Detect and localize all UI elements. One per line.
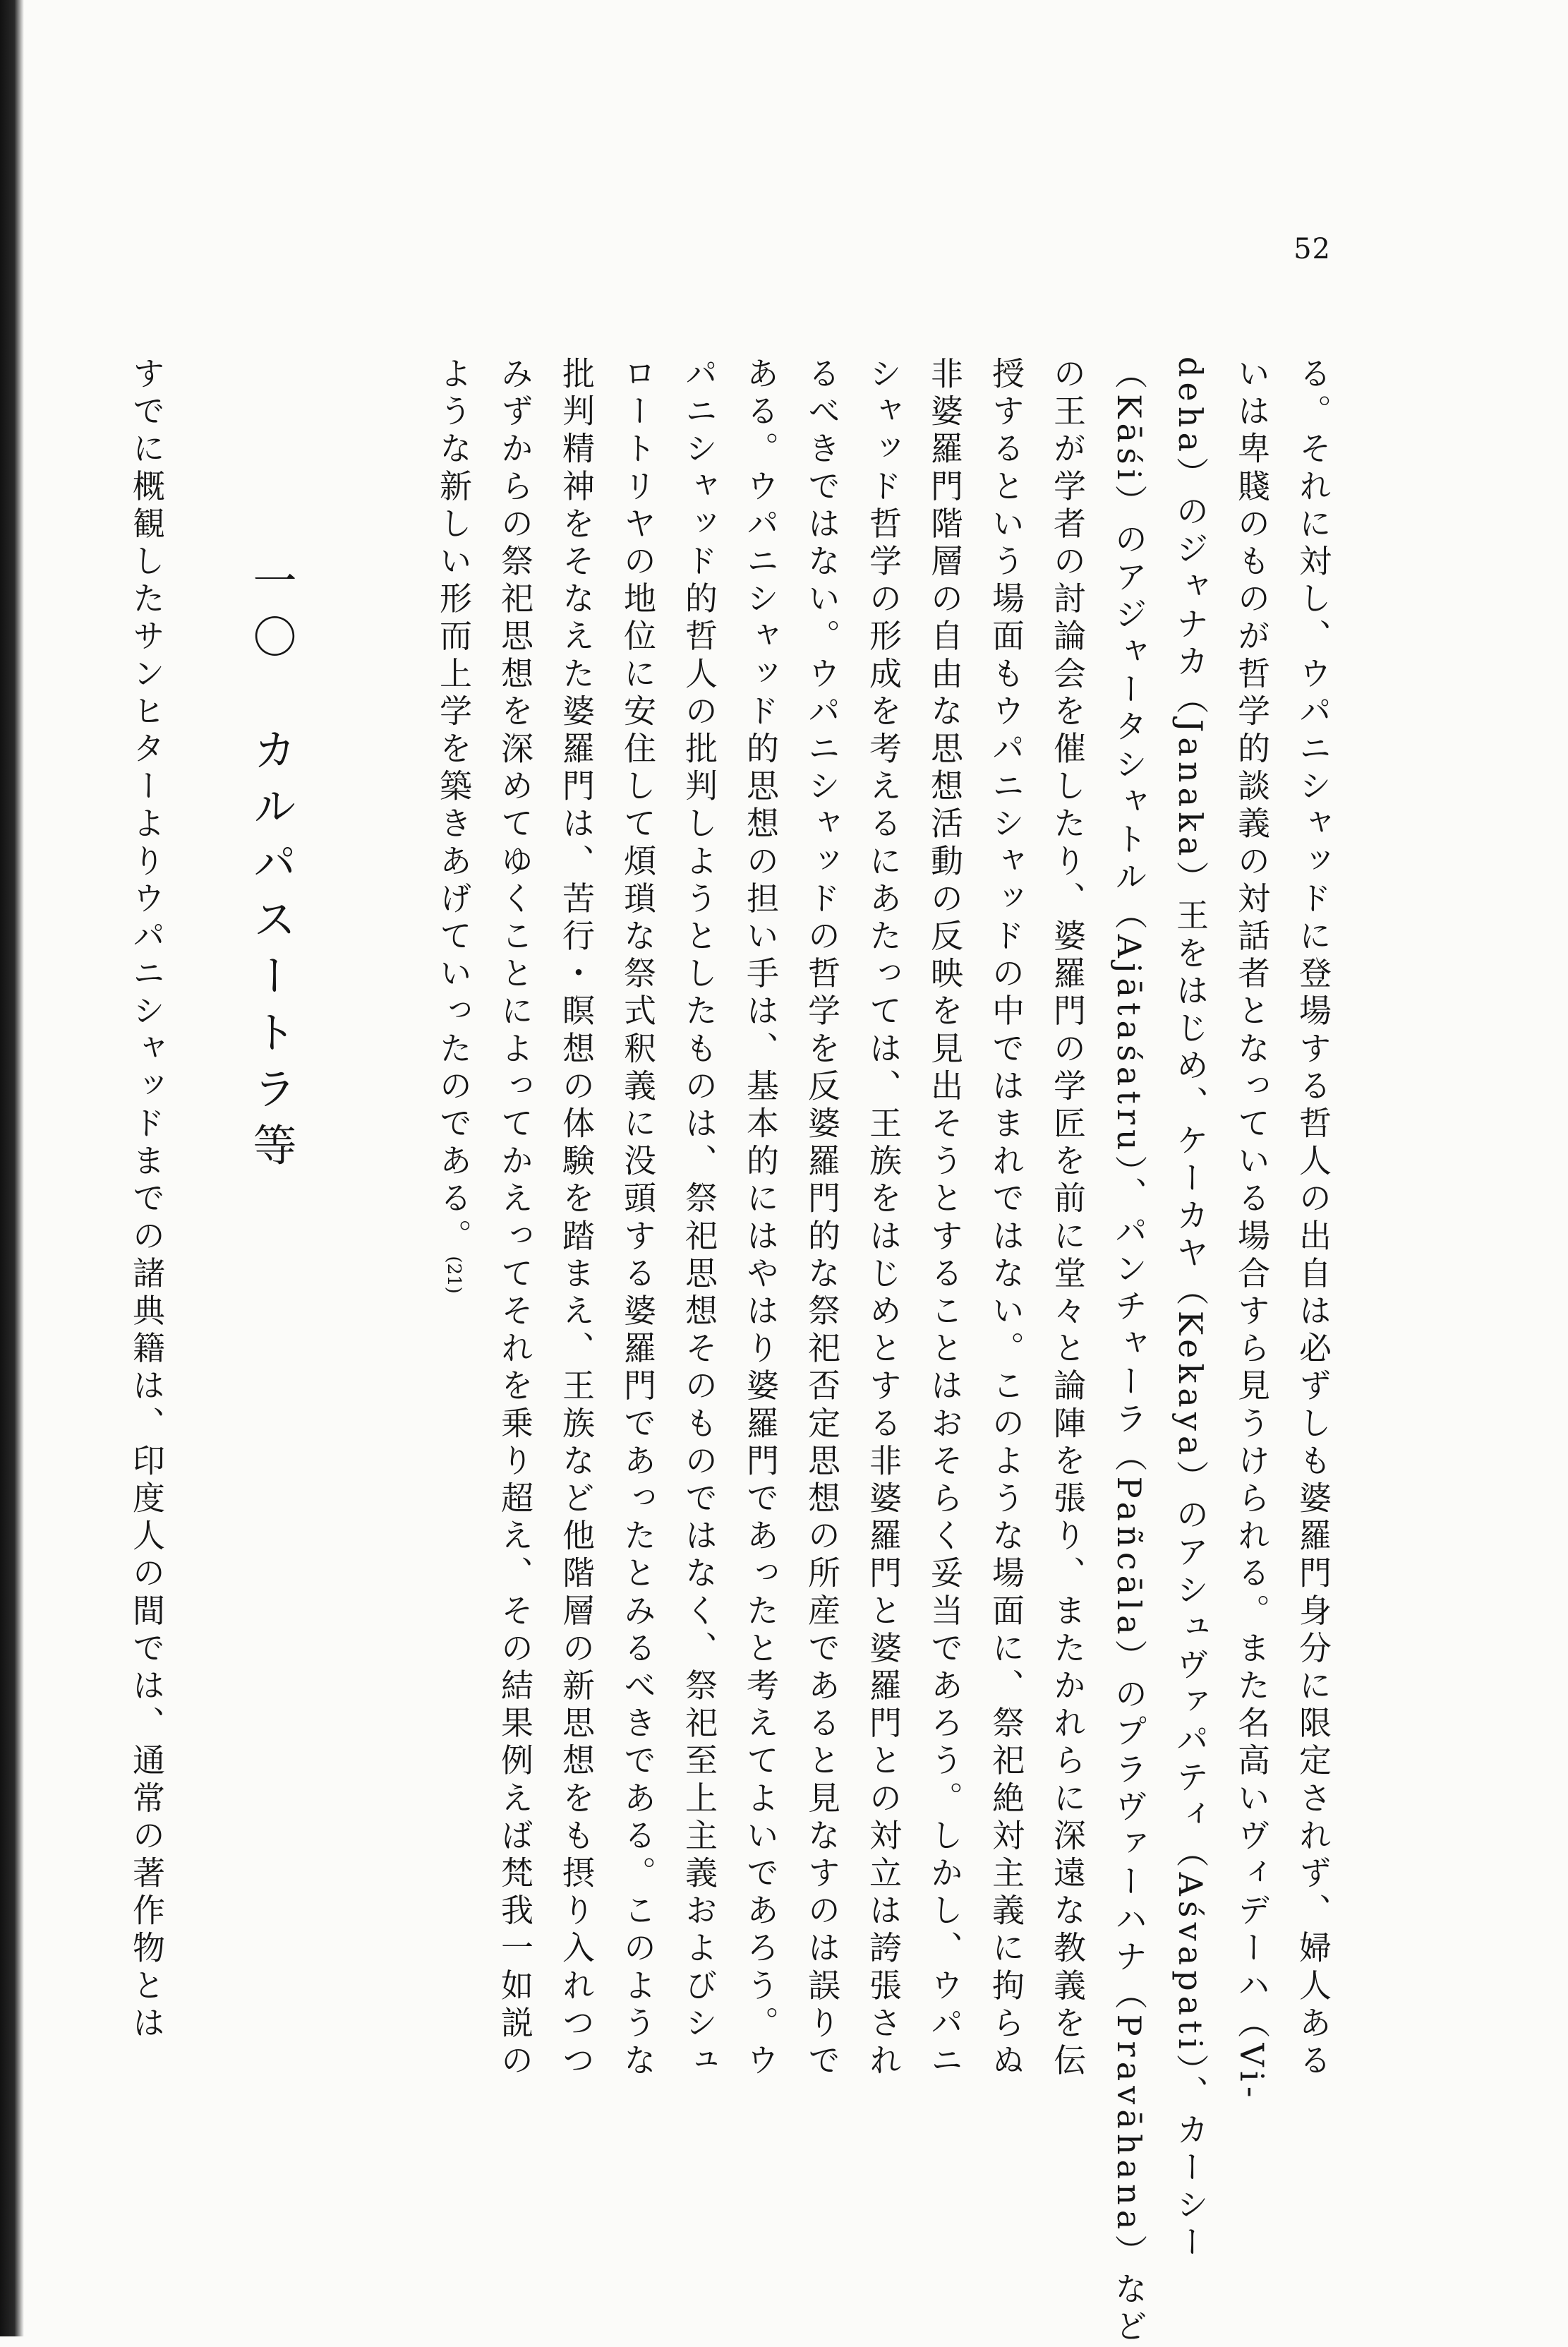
footnote-reference: (21) [443, 1256, 464, 1294]
text-line: すでに概観したサンヒターよりウパニシャッドまでの諸典籍は、印度人の間では、通常の著作物とは [128, 356, 166, 2043]
text-line: 批判精神をそなえた婆羅門は、苦行・瞑想の体験を踏まえ、王族など他階層の新思想をも摂り入れつつ [557, 356, 596, 2081]
scan-binding-shadow [0, 0, 24, 2336]
text-line: ロートリヤの地位に安住して煩瑣な祭式釈義に没頭する婆羅門であったとみるべきである。このような [619, 356, 657, 2081]
text-line: deha）のジャナカ（Janaka）王をはじめ、ケーカヤ（Kekaya）のアシュヴァパティ（Aśvapati）、カーシー [1171, 356, 1210, 2263]
text-line: シャッド哲学の形成を考えるにあたっては、王族をはじめとする非婆羅門と婆羅門との対立は誇張され [864, 356, 903, 2081]
text-line: る。それに対し、ウパニシャッドに登場する哲人の出自は必ずしも婆羅門身分に限定されず、婦人ある [1294, 356, 1332, 2081]
text-line: 授するという場面もウパニシャッドの中ではまれではない。このような場面に、祭祀絶対主義に拘らぬ [987, 356, 1025, 2081]
section-heading: 一〇 カルパスートラ等 [246, 558, 297, 1179]
text-line: 非婆羅門階層の自由な思想活動の反映を見出そうとすることはおそらく妥当であろう。しかし、ウパニ [926, 356, 964, 2081]
text-line: （Kāśi）のアジャータシャトル（Ajātaśatru）、パンチャーラ（Pañcāla）のプラヴァーハナ（Pravāhana）など [1110, 356, 1148, 2347]
text-line-content: ような新しい形而上学を築きあげていったのである。 [435, 356, 473, 1256]
text-line: いは卑賤のものが哲学的談義の対話者となっている場合すら見うけられる。また名高いヴィデーハ（Vi- [1233, 356, 1271, 2103]
text-line [435, 356, 473, 1294]
text-line: るべきではない。ウパニシャッドの哲学を反婆羅門的な祭祀否定思想の所産であると見なすのは誤りで [803, 356, 841, 2081]
page-number: 52 [1293, 233, 1331, 265]
text-line: パニシャッド的哲人の批判しようとしたものは、祭祀思想そのものではなく、祭祀至上主義およびシュ [680, 356, 718, 2081]
text-line: ある。ウパニシャッド的思想の担い手は、基本的にはやはり婆羅門であったと考えてよいであろう。ウ [742, 356, 780, 2081]
text-line: の王が学者の討論会を催したり、婆羅門の学匠を前に堂々と論陣を張り、またかれらに深遠な教義を伝 [1049, 356, 1087, 2081]
text-line: みずからの祭祀思想を深めてゆくことによってかえってそれを乗り超え、その結果例えば梵我一如説の [496, 356, 534, 2081]
